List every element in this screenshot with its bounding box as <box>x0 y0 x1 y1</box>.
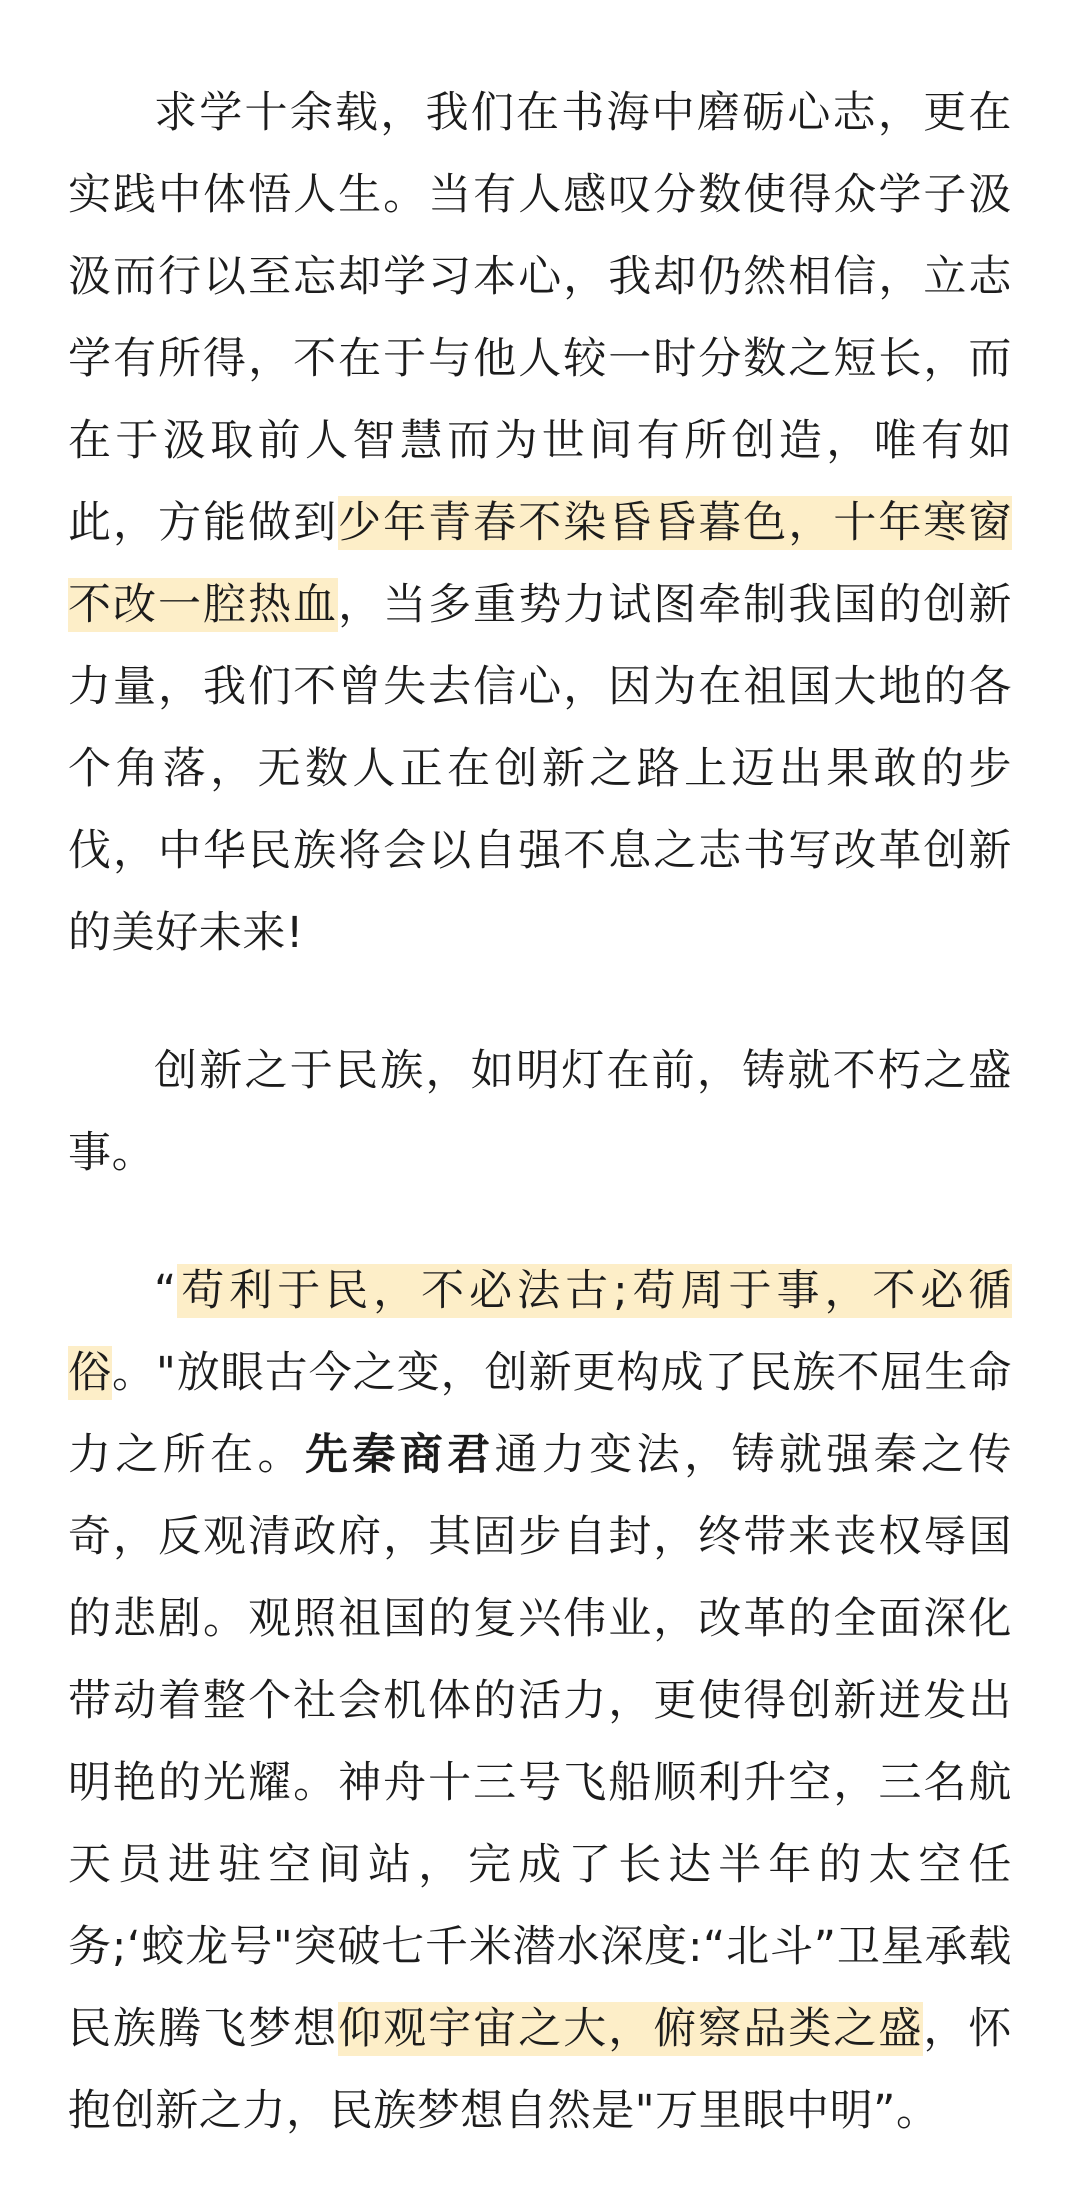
text-run: 创新之于民族，如明灯在前，铸就不朽之盛事。 <box>68 1046 1012 1178</box>
text-run: 。"放眼古今之变，创新更构成了民族不屈生命力之所在。 <box>68 1348 1012 1480</box>
text-run: “ <box>154 1266 177 1316</box>
bold-text: 先秦商君 <box>304 1430 495 1480</box>
highlighted-text: 少年青春不染昏昏暮色，十年寒窗不改一腔热血 <box>68 498 1012 630</box>
highlighted-text: 仰观宇宙之大，俯察品类之盛 <box>338 2004 924 2054</box>
paragraph-3 <box>68 1250 1012 2152</box>
text-run: ，当多重势力试图牵制我国的创新力量，我们不曾失去信心，因为在祖国大地的各个角落，无数人正在创新之路上迈出果敢的步伐，中华民族将会以自强不息之志书写改革创新的美好未来! <box>68 580 1012 958</box>
text-run: ，怀抱创新之力，民族梦想自然是"万里眼中明”。 <box>68 2004 1012 2136</box>
article-body <box>68 72 1012 2208</box>
highlighted-text: 苟利于民，不必法古;苟周于事，不必循俗 <box>68 1266 1012 1398</box>
text-run: 通力变法，铸就强秦之传奇，反观清政府，其固步自封，终带来丧权辱国的悲剧。观照祖国的复兴伟业，改革的全面深化带动着整个社会机体的活力，更使得创新迸发出明艳的光耀。神舟十三号飞船顺利升空，三名航天员进驻空间站，完成了长达半年的太空任务;‘蛟龙号"突破七千米潜水深度:“北斗”卫星承载民族腾飞梦想 <box>68 1430 1013 2054</box>
paragraph-2 <box>68 1030 1012 1194</box>
paragraph-1 <box>68 72 1012 974</box>
text-run: 求学十余载，我们在书海中磨砺心志，更在实践中体悟人生。当有人感叹分数使得众学子汲汲而行以至忘却学习本心，我却仍然相信，立志学有所得，不在于与他人较一时分数之短长，而在于汲取前人智慧而为世间有所创造，唯有如此，方能做到 <box>68 88 1012 548</box>
